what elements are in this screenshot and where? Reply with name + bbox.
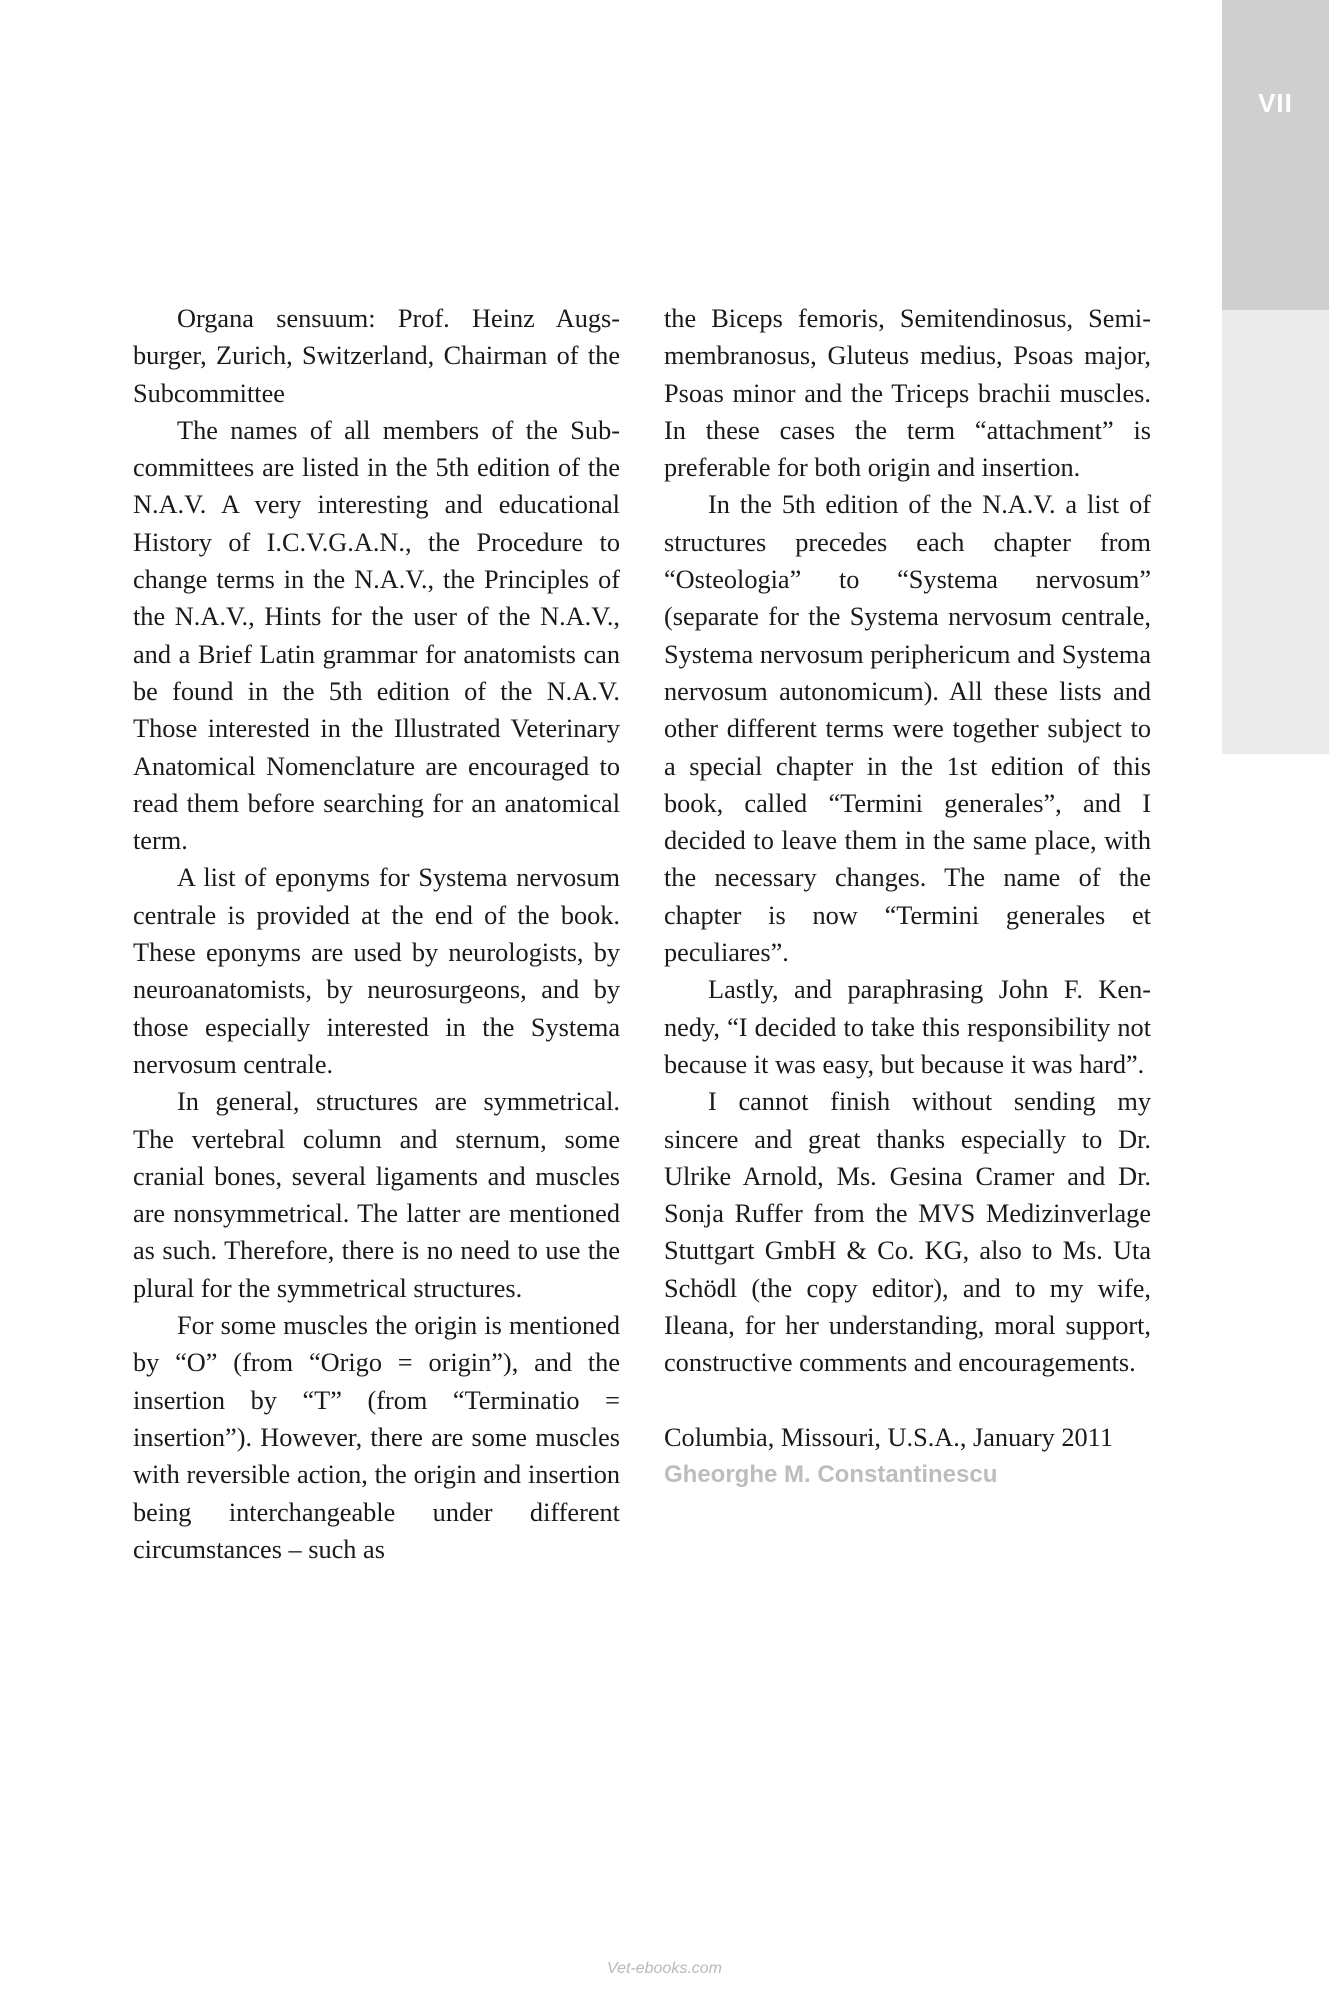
paragraph-continuation: the Biceps femoris, Semitendinosus, Semimembranosus, Gluteus medius, Psoas major, Psoas minor and the Triceps brachii muscles. In these cases the term “attachment” is preferable for both origin and insertion. (664, 304, 1151, 483)
paragraph-acknowledgements: I cannot finish without sending my sincere and great thanks especially to Dr. Ulrike Arnold, Ms. Gesina Cramer and Dr. Sonja Ruffer from the MVS Medizinverlage Stuttgart GmbH & Co. KG, also to Ms. Uta Schödl (the copy editor), and to my wife, Ileana, for her understanding, moral support, constructive comments and encouragements. (664, 1087, 1151, 1378)
chapter-tab-marker (1222, 0, 1329, 310)
left-column (133, 300, 620, 1568)
chapter-tab-marker-light (1222, 310, 1329, 754)
paragraph-eponyms: A list of eponyms for Systema nervosum centrale is provided at the end of the book. These eponyms are used by neurologists, by neuroanatomists, by neurosurgeons, and by those especially interested in the Systema nervosum centrale. (133, 863, 620, 1079)
paragraph-structure-lists: In the 5th edition of the N.A.V. a list of structures precedes each chapter from “Osteologia” to “Systema nervosum” (separate for the Systema nervosum centrale, Systema nervosum periphericum and Systema nervosum autonomicum). All these lists and other different terms were together subject to a special chapter in the 1st edition of this book, called “Termini generales”, and I decided to leave them in the same place, with the necessary changes. The name of the chapter is now “Termini generales et peculiares”. (664, 490, 1151, 968)
paragraph-organa-sensuum: Organa sensuum: Prof. Heinz Augsburger, Zurich, Switzerland, Chairman of the Subcommittee (133, 304, 620, 408)
paragraph-subcommittees: The names of all members of the Subcommittees are listed in the 5th edition of the N.A.V. A very interesting and educational History of I.C.V.G.A.N., the Procedure to change terms in the N.A.V., the Principles of the N.A.V., Hints for the user of the N.A.V., and a Brief Latin grammar for anatomists can be found in the 5th edition of the N.A.V. Those interested in the Illustrated Veterinary Anatomical Nomenclature are encouraged to read them before searching for an anatomical term. (133, 415, 620, 856)
paragraph-origin-insertion: For some muscles the origin is mentioned by “O” (from “Origo = origin”), and the insertion by “T” (from “Terminatio = insertion”). However, there are some muscles with reversible action, the origin and insertion being interchangeable under different circumstances – such as (133, 1311, 620, 1564)
place-date: Columbia, Missouri, U.S.A., January 2011 (664, 1422, 1113, 1452)
watermark-logo: Vet-ebooks.com (606, 1960, 722, 1977)
paragraph-kennedy-quote: Lastly, and paraphrasing John F. Kennedy, “I decided to take this responsibility not because it was easy, but because it was hard”. (664, 975, 1151, 1079)
right-column (664, 300, 1151, 1493)
author-signature: Gheorghe M. Constantinescu (664, 1460, 998, 1488)
paragraph-symmetry: In general, structures are symmetrical. The vertebral column and sternum, some cranial bones, several ligaments and muscles are nonsymmetrical. The latter are mentioned as such. Therefore, there is no need to use the plural for the symmetrical structures. (133, 1087, 620, 1303)
page-number: VII (1258, 88, 1293, 118)
